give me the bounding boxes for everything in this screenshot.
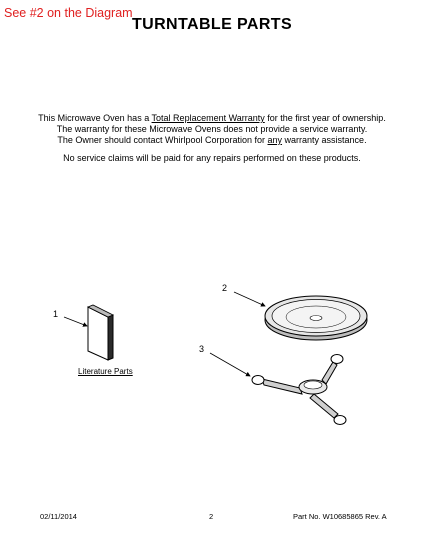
callout-1-arrow [64, 317, 87, 326]
callout-2-number: 2 [222, 283, 228, 293]
warranty-any: any [267, 135, 283, 145]
warranty-type: Total Replacement Warranty [151, 113, 265, 123]
footer-part-number: Part No. W10685865 Rev. A [293, 512, 387, 521]
callout-1-number: 1 [53, 309, 59, 319]
warranty-line-3-end: warranty assistance. [282, 135, 367, 145]
warranty-line-1-start: This Microwave Oven has a [38, 113, 152, 123]
callout-2-arrow [234, 292, 265, 306]
warranty-line-3-start: The Owner should contact Whirlpool Corporation for [57, 135, 268, 145]
footer-page-number: 2 [209, 512, 214, 521]
warranty-line-1-end: for the first year of ownership. [264, 113, 386, 123]
page-title: TURNTABLE PARTS [131, 16, 293, 33]
callout-3-arrow [210, 353, 250, 376]
footer-date: 02/11/2014 [40, 512, 77, 521]
turntable-tray [265, 296, 367, 340]
turntable-support [252, 355, 346, 425]
literature-parts-booklet [88, 305, 113, 360]
warranty-line-2: The warranty for these Microwave Ovens does not provide a service warranty. [56, 124, 368, 134]
no-service-notice: No service claims will be paid for any repairs performed on these products. [63, 153, 361, 163]
literature-parts-label: Literature Parts [78, 367, 133, 376]
diagram-note: See #2 on the Diagram [4, 6, 133, 20]
callout-3-number: 3 [199, 344, 205, 354]
